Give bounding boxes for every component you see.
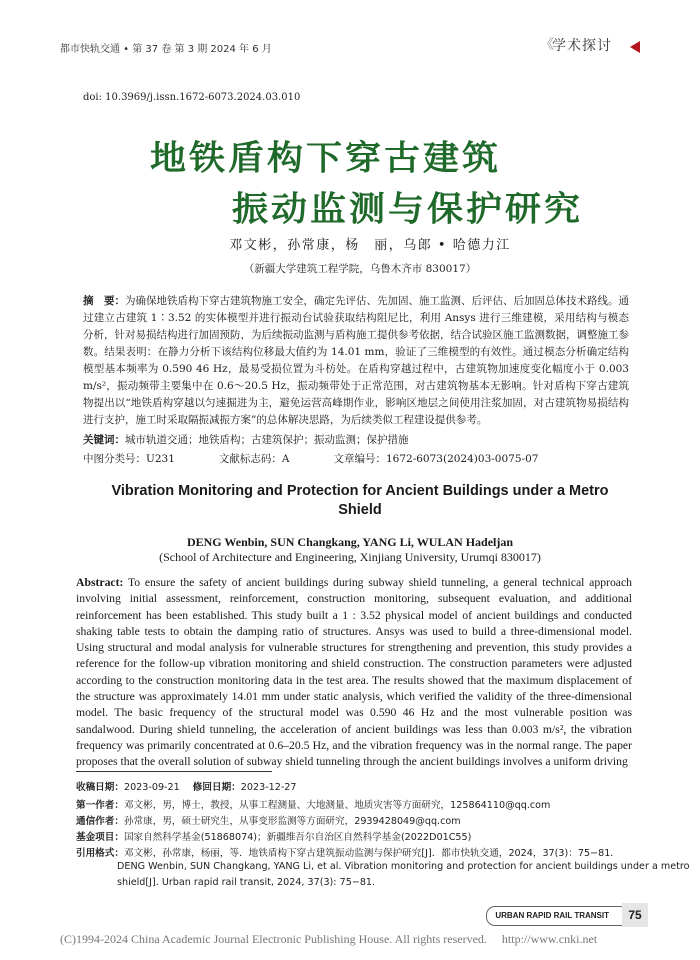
received-label: 收稿日期： bbox=[76, 782, 124, 793]
abstract-en bbox=[76, 575, 632, 771]
funding-line bbox=[76, 829, 471, 843]
revised-label: 修回日期： bbox=[192, 782, 241, 793]
citation-line-zh bbox=[76, 845, 620, 859]
first-author-label: 第一作者： bbox=[76, 800, 124, 811]
received-date: 2023-09-21 bbox=[123, 782, 180, 793]
citation-line-en2: shield[J]. Urban rapid rail transit, 2024, 37(3): 75−81. bbox=[117, 877, 376, 888]
citation-zh: 邓文彬，孙常康，杨丽，等．地铁盾构下穿古建筑振动监测与保护研究[J]．都市快轨交通，2024，37(3)：75−81． bbox=[123, 848, 620, 859]
keywords-zh-text: 城市轨道交通；地铁盾构；古建筑保护；振动监测；保护措施 bbox=[125, 434, 409, 446]
page-number: 75 bbox=[622, 903, 648, 927]
authors-en: DENG Wenbin, SUN Changkang, YANG Li, WULAN Hadeljan bbox=[186, 535, 514, 549]
section-chevron-icon: 《 bbox=[540, 37, 554, 53]
abstract-zh bbox=[83, 293, 629, 429]
abstract-zh-label: 摘 要： bbox=[83, 295, 125, 307]
first-author-text: 邓文彬，男，博士，教授，从事工程测量、大地测量、地质灾害等方面研究，125864110@qq.com bbox=[123, 800, 551, 811]
footnote-divider bbox=[76, 771, 272, 772]
section-label: 学术探讨 bbox=[552, 38, 612, 54]
citation-line-en1: DENG Wenbin, SUN Changkang, YANG Li, et al. Vibration monitoring and protection for ancient buildings under a metro bbox=[117, 861, 690, 872]
document-code: 文献标志码：A bbox=[218, 453, 290, 465]
first-author-line bbox=[76, 797, 550, 811]
funding-label: 基金项目： bbox=[76, 832, 124, 843]
funding-text: 国家自然科学基金(51868074)；新疆维吾尔自治区自然科学基金(2022D01C55) bbox=[123, 832, 472, 843]
citation-label: 引用格式： bbox=[76, 848, 124, 859]
copyright-notice: (C)1994-2024 China Academic Journal Electronic Publishing House. All rights reserved. http://www.cnki.net bbox=[60, 932, 598, 946]
affiliation-zh: （新疆大学建筑工程学院，乌鲁木齐市 830017） bbox=[243, 263, 477, 275]
keywords-zh bbox=[83, 432, 629, 447]
abstract-en-label: Abstract: bbox=[76, 576, 124, 589]
triangle-marker-icon bbox=[630, 41, 640, 53]
corresponding-label: 通信作者： bbox=[76, 816, 124, 827]
revised-date: 2023-12-27 bbox=[240, 782, 297, 793]
authors-zh: 邓文彬，孙常康，杨 丽，乌郎 • 哈德力江 bbox=[229, 238, 511, 253]
dates-line bbox=[76, 779, 297, 793]
doi-line[interactable]: doi: 10.3969/j.issn.1672-6073.2024.03.010 bbox=[83, 92, 301, 103]
corresponding-author-line bbox=[76, 813, 461, 827]
classification-line bbox=[83, 451, 629, 466]
abstract-en-text: To ensure the safety of ancient buildings during subway shield tunneling, a general technical approach involving initial assessment, reinforcement, construction monitoring, subsequent evaluation, and additional reinforcement has been established. This study built a 1 : 3.52 physical model of ancient buildings and conducted shaking table tests to obtain the damping ratio of structures. Ansys was used to build a three-dimensional model. Using structural and modal analysis for vulnerable structures for strengthening and prevention, this study provides a reference for the follow-up vibration monitoring and shield construction. The construction parameters were adjusted according to the construction monitoring data in the test area. The results showed that the maximum displacement of the structure was approximately 14.01 mm under static analysis, which verified the validity of the three-dimensional model. The basic frequency of the structural model was 0.590 46 Hz and the most vulnerable position was sandalwood. During shield tunneling, the acceleration of ancient buildings was less than 0.003 m/s², the vibration frequency was primarily concentrated at 0.6–20.5 Hz, and the vibration frequency was in the normal range. The paper proposes that the overall solution of subway shield tunneling through the ancient buildings involves a uniform driving bbox=[76, 576, 633, 769]
corresponding-text: 孙常康，男，硕士研究生，从事变形监测等方面研究，2939428049@qq.com bbox=[123, 816, 461, 827]
article-number: 文章编号：1672-6073(2024)03-0075-07 bbox=[333, 453, 539, 465]
title-en: Vibration Monitoring and Protection for Ancient Buildings under a Metro Shield bbox=[111, 483, 609, 518]
clc-number: 中图分类号：U231 bbox=[83, 453, 175, 465]
title-zh-line2: 振动监测与保护研究 bbox=[232, 189, 584, 229]
journal-name-badge: URBAN RAPID RAIL TRANSIT bbox=[486, 906, 640, 926]
keywords-zh-label: 关键词： bbox=[83, 434, 125, 446]
journal-issue-header: 都市快轨交通 • 第 37 卷 第 3 期 2024 年 6 月 bbox=[60, 44, 272, 55]
abstract-zh-text: 为确保地铁盾构下穿古建筑物施工安全，确定先评估、先加固、施工监测、后评估、后加固总体技术路线。通过建立古建筑 1∶3.52 的实体模型并进行振动台试验获取结构阻尼比，利用 Ansys 进行三维建模，采用结构与模态分析，针对易损结构进行加固预防，为后续振动监测与盾构施工提供参考依据，结合试验区施工监测数据，调整施工参数。结果表明：在静力分析下该结构位移最大值约为 14.01 mm，验证了三维模型的有效性。通过模态分析确定结构模型基本频率为 0.590 46 Hz，最易受损位置为斗枋处。在盾构穿越过程中，古建筑物加速度变化幅度小于 0.003 m/s²，振动频带主要集中在 0.6～20.5 Hz，振动频带处于正常范围，对古建筑物基本无影响。针对盾构下穿古建筑物提出以“地铁盾构穿越以匀速掘进为主，避免运营高峰期作业，影响区地层之间使用注浆加固，对古建筑物易损结构进行支护，施工时采取隔振减振方案”的总体解决思路，为后续类似工程建设提供参考。 bbox=[83, 295, 629, 426]
affiliation-en: (School of Architecture and Engineering, Xinjiang University, Urumqi 830017) bbox=[159, 550, 541, 564]
title-zh-line1: 地铁盾构下穿古建筑 bbox=[150, 138, 502, 178]
